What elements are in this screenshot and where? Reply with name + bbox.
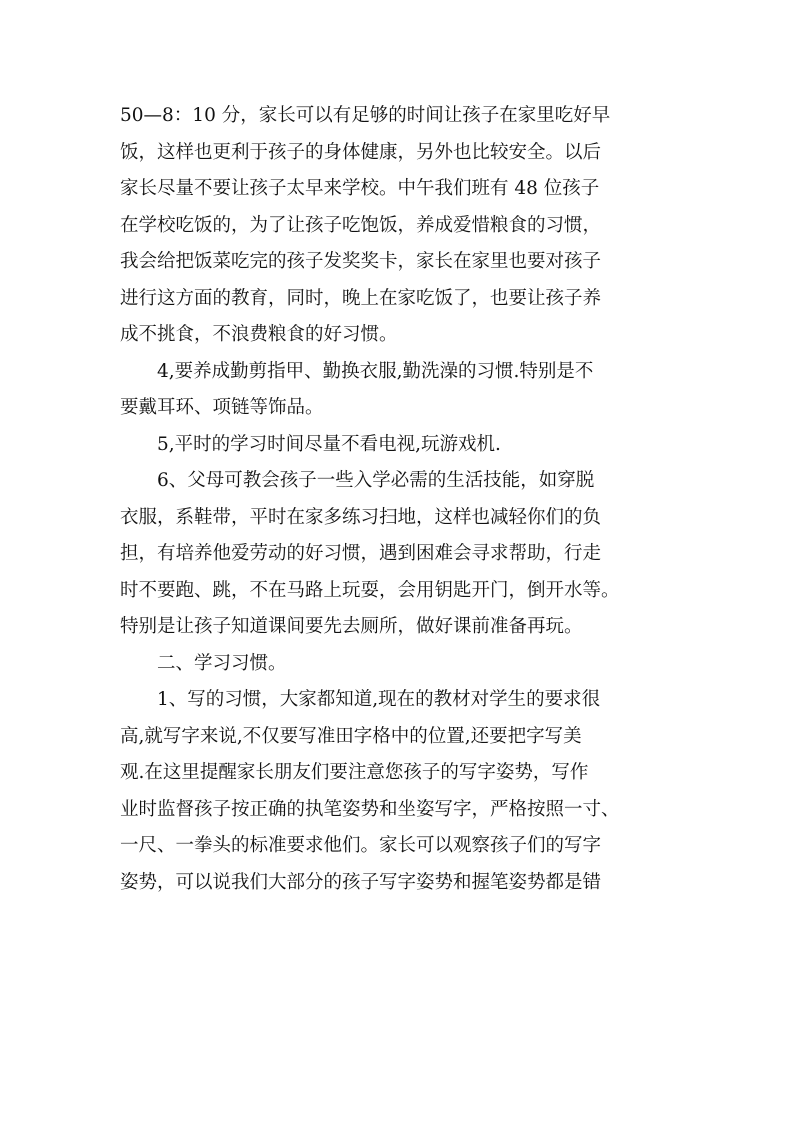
- text-line: 姿势，可以说我们大部分的孩子写字姿势和握笔姿势都是错: [120, 871, 602, 893]
- text-line: 担，有培养他爱劳动的好习惯，遇到困难会寻求帮助，行走: [120, 543, 602, 564]
- text-line: 4,要养成勤剪指甲、勤换衣服,勤洗澡的习惯.特别是不: [157, 360, 594, 382]
- text-line: 进行这方面的教育，同时，晚上在家吃饭了，也要让孩子养: [120, 287, 602, 309]
- text-line: 6、父母可教会孩子一些入学必需的生活技能，如穿脱: [157, 470, 595, 491]
- text-line: 家长尽量不要让孩子太早来学校。中午我们班有 48 位孩子: [120, 178, 600, 199]
- text-line: 观.在这里提醒家长朋友们要注意您孩子的写字姿势，写作: [120, 762, 589, 783]
- text-line: 一尺、一拳头的标准要求他们。家长可以观察孩子们的写字: [120, 835, 602, 856]
- text-line: 1、写的习惯，大家都知道,现在的教材对学生的要求很: [157, 689, 601, 710]
- text-line: 时不要跑、跳，不在马路上玩耍，会用钥匙开门，倒开水等。: [120, 579, 620, 601]
- section-heading: 二、学习习惯。: [157, 652, 287, 674]
- text-line: 要戴耳环、项链等饰品。: [120, 397, 324, 418]
- text-line: 业时监督孩子按正确的执笔姿势和坐姿写字，严格按照一寸、: [120, 798, 620, 820]
- text-line: 5,平时的学习时间尽量不看电视,玩游戏机.: [157, 433, 501, 455]
- text-line: 50—8：10 分，家长可以有足够的时间让孩子在家里吃好早: [120, 105, 611, 126]
- text-line: 饭，这样也更利于孩子的身体健康，另外也比较安全。以后: [120, 141, 602, 163]
- text-line: 我会给把饭菜吃完的孩子发奖奖卡，家长在家里也要对孩子: [120, 251, 602, 272]
- text-line: 成不挑食，不浪费粮食的好习惯。: [120, 324, 398, 345]
- text-line: 特别是让孩子知道课间要先去厕所，做好课前准备再玩。: [120, 616, 583, 637]
- text-line: 高,就写字来说,不仅要写准田字格中的位置,还要把字写美: [120, 725, 582, 747]
- text-line: 衣服，系鞋带，平时在家多练习扫地，这样也减轻你们的负: [120, 506, 602, 528]
- document-body: [120, 98, 680, 901]
- text-line: 在学校吃饭的，为了让孩子吃饱饭，养成爱惜粮食的习惯，: [120, 214, 602, 236]
